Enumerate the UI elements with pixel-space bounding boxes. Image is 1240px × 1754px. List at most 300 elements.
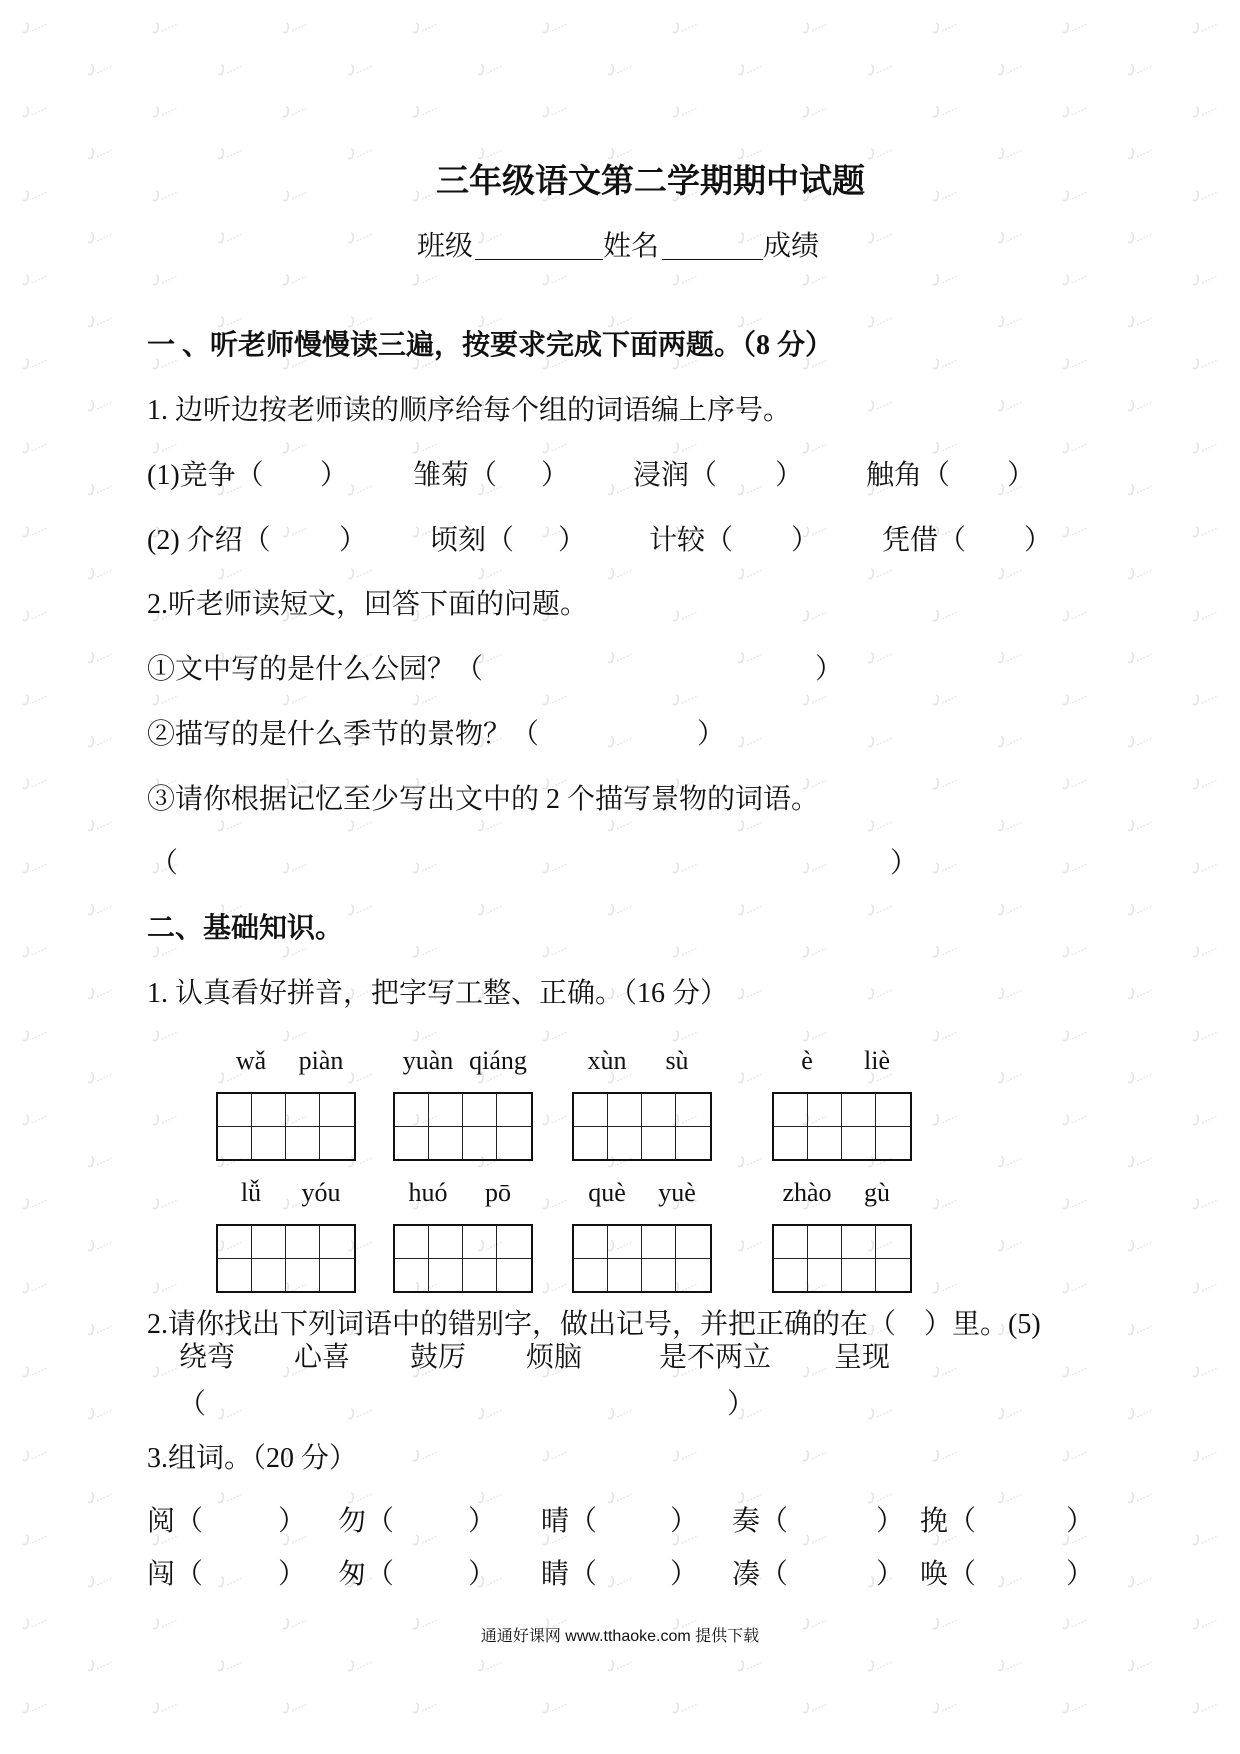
grid-cell xyxy=(876,1094,910,1127)
watermark-logo xyxy=(995,1658,1025,1674)
watermark-logo xyxy=(735,818,765,834)
grid-cell xyxy=(497,1226,531,1259)
pinyin-row xyxy=(572,1043,712,1079)
watermark-logo xyxy=(475,62,505,78)
watermark-logo xyxy=(735,1658,765,1674)
watermark-logo xyxy=(410,1028,440,1044)
watermark-logo xyxy=(1125,818,1155,834)
grid-cell xyxy=(642,1094,676,1127)
grid-cell xyxy=(429,1094,463,1127)
word-group-close: ） xyxy=(670,1559,699,1590)
word-group-close: ） xyxy=(1066,1559,1095,1590)
watermark-logo xyxy=(1190,1196,1220,1212)
word-group-item: 勿（ xyxy=(338,1506,395,1537)
grid-cell xyxy=(395,1127,429,1160)
watermark-logo xyxy=(865,566,895,582)
watermark-logo xyxy=(995,818,1025,834)
class-blank xyxy=(475,229,603,260)
word-group-item: 挽（ xyxy=(920,1506,977,1537)
exam-title: 三年级语文第二学期期中试题 xyxy=(436,164,865,200)
writing-grid xyxy=(772,1224,912,1293)
watermark-logo xyxy=(150,440,180,456)
pinyin-row xyxy=(572,1175,712,1211)
grid-cell xyxy=(774,1094,808,1127)
watermark-logo xyxy=(215,566,245,582)
watermark-logo xyxy=(670,272,700,288)
watermark-logo xyxy=(280,272,310,288)
grid-cell xyxy=(876,1127,910,1160)
watermark-logo xyxy=(1190,20,1220,36)
watermark-logo xyxy=(930,104,960,120)
grid-cell xyxy=(497,1259,531,1292)
watermark-logo xyxy=(1060,272,1090,288)
s1-q1-prompt: 1. 边听边按老师读的顺序给每个组的词语编上序号。 xyxy=(147,395,792,426)
word-group-item: 奏（ xyxy=(732,1506,789,1537)
grid-cell xyxy=(842,1094,876,1127)
s1-q1-row1 xyxy=(0,458,1240,494)
watermark-logo xyxy=(670,440,700,456)
grid-cell xyxy=(463,1094,497,1127)
grid-cell xyxy=(608,1127,642,1160)
watermark-logo xyxy=(20,440,50,456)
grid-cell xyxy=(320,1127,354,1160)
grid-cell xyxy=(252,1226,286,1259)
pinyin-row xyxy=(772,1175,912,1211)
order-item: 浸润（ xyxy=(633,460,718,491)
watermark-logo xyxy=(800,692,830,708)
answer-close-paren: ） xyxy=(727,1389,756,1420)
order-item-close: ） xyxy=(320,460,349,491)
grid-cell xyxy=(218,1259,252,1292)
watermark-logo xyxy=(865,818,895,834)
grid-cell xyxy=(642,1259,676,1292)
grid-cell xyxy=(842,1259,876,1292)
watermark-logo xyxy=(1190,692,1220,708)
watermark-logo xyxy=(540,692,570,708)
pinyin-syllable: huó xyxy=(408,1178,448,1207)
watermark-logo xyxy=(345,566,375,582)
s1-q2-sub1: ①文中写的是什么公园？（ xyxy=(147,654,484,685)
grid-cell xyxy=(808,1094,842,1127)
grid-cell xyxy=(252,1259,286,1292)
s1-q2-sub2-close: ） xyxy=(697,719,726,750)
pinyin-syllable: piàn xyxy=(298,1046,344,1075)
pinyin-syllable: yuè xyxy=(658,1178,696,1207)
watermark-logo xyxy=(605,62,635,78)
watermark-logo xyxy=(20,692,50,708)
grid-cell xyxy=(574,1127,608,1160)
typo-word: 是不两立 xyxy=(659,1342,772,1373)
watermark-logo xyxy=(540,272,570,288)
pinyin-row xyxy=(216,1175,356,1211)
grid-cell xyxy=(608,1226,642,1259)
grid-cell xyxy=(320,1226,354,1259)
watermark-logo xyxy=(20,1028,50,1044)
order-item: 触角（ xyxy=(866,460,951,491)
watermark-logo xyxy=(20,1700,50,1716)
watermark-logo xyxy=(800,20,830,36)
watermark-logo xyxy=(1060,1196,1090,1212)
watermark-logo xyxy=(930,1028,960,1044)
s2-q2-prompt: 2.请你找出下列词语中的错别字，做出记号，并把正确的在（ ）里。(5) xyxy=(147,1309,1041,1340)
pinyin-group xyxy=(772,1175,912,1293)
grid-cell xyxy=(676,1226,710,1259)
watermark-logo xyxy=(930,1112,960,1128)
watermark-logo xyxy=(410,104,440,120)
pinyin-syllable: sù xyxy=(665,1046,689,1075)
watermark-logo xyxy=(280,440,310,456)
pinyin-syllable: zhào xyxy=(782,1178,832,1207)
grid-cell xyxy=(574,1259,608,1292)
s1-q2-sub1-close: ） xyxy=(815,654,844,685)
pinyin-syllable: què xyxy=(588,1178,626,1207)
grid-cell xyxy=(252,1094,286,1127)
watermark-logo xyxy=(215,1658,245,1674)
order-item-close: ） xyxy=(558,525,587,556)
watermark-logo xyxy=(670,104,700,120)
watermark-logo xyxy=(930,20,960,36)
s1-q1-row2 xyxy=(0,523,1240,559)
watermark-logo xyxy=(20,1112,50,1128)
watermark-logo xyxy=(85,566,115,582)
grid-cell xyxy=(876,1226,910,1259)
watermark-logo xyxy=(85,1070,115,1086)
watermark-logo xyxy=(150,1280,180,1296)
watermark-logo xyxy=(215,818,245,834)
word-group-close: ） xyxy=(670,1506,699,1537)
watermark-logo xyxy=(1060,692,1090,708)
grid-cell xyxy=(608,1259,642,1292)
watermark-logo xyxy=(865,62,895,78)
watermark-logo xyxy=(1125,1154,1155,1170)
watermark-logo xyxy=(670,1028,700,1044)
watermark-logo xyxy=(670,692,700,708)
watermark-logo xyxy=(995,62,1025,78)
typo-word: 呈现 xyxy=(834,1342,891,1373)
watermark-logo xyxy=(150,1112,180,1128)
watermark-logo xyxy=(1125,62,1155,78)
order-item-close: ） xyxy=(1007,460,1036,491)
s2-q2-words-line xyxy=(0,1340,1240,1376)
grid-cell xyxy=(463,1226,497,1259)
grid-cell xyxy=(286,1094,320,1127)
watermark-logo xyxy=(800,1700,830,1716)
pinyin-group xyxy=(216,1175,356,1293)
watermark-logo xyxy=(410,692,440,708)
pinyin-group xyxy=(772,1043,912,1161)
pinyin-syllable: yóu xyxy=(301,1178,341,1207)
pinyin-group xyxy=(393,1175,533,1293)
grid-cell xyxy=(642,1226,676,1259)
watermark-logo xyxy=(605,1658,635,1674)
typo-word: 烦脑 xyxy=(526,1342,583,1373)
watermark-logo xyxy=(1190,440,1220,456)
watermark-logo xyxy=(150,104,180,120)
watermark-logo xyxy=(85,1658,115,1674)
grid-cell xyxy=(218,1226,252,1259)
s2-q2-line xyxy=(0,1307,1240,1343)
order-item-close: ） xyxy=(775,460,804,491)
grid-cell xyxy=(463,1259,497,1292)
watermark-logo xyxy=(735,62,765,78)
watermark-logo xyxy=(800,272,830,288)
watermark-logo xyxy=(150,272,180,288)
watermark-logo xyxy=(1060,1028,1090,1044)
watermark-logo xyxy=(605,566,635,582)
order-item-close: ） xyxy=(339,525,368,556)
word-group-close: ） xyxy=(468,1559,497,1590)
watermark-logo xyxy=(345,818,375,834)
watermark-logo xyxy=(85,1154,115,1170)
s1-q2-prompt: 2.听老师读短文，回答下面的问题。 xyxy=(147,589,589,620)
watermark-logo xyxy=(1060,1700,1090,1716)
grid-cell xyxy=(676,1259,710,1292)
watermark-logo xyxy=(280,20,310,36)
pinyin-syllable: è xyxy=(801,1046,813,1075)
watermark-logo xyxy=(85,62,115,78)
pinyin-group xyxy=(393,1043,533,1161)
word-group-close: ） xyxy=(1066,1506,1095,1537)
writing-grid xyxy=(572,1224,712,1293)
pinyin-syllable: yuàn xyxy=(402,1046,454,1075)
typo-word: 鼓厉 xyxy=(410,1342,467,1373)
watermark-logo xyxy=(20,20,50,36)
section1-heading-line xyxy=(0,328,1240,364)
word-group-close: ） xyxy=(278,1559,307,1590)
s1-q2-line xyxy=(0,587,1240,623)
watermark-logo xyxy=(475,566,505,582)
pinyin-syllable: liè xyxy=(864,1046,890,1075)
grid-cell xyxy=(320,1259,354,1292)
watermark-logo xyxy=(1125,566,1155,582)
word-group-close: ） xyxy=(876,1559,905,1590)
pinyin-group xyxy=(572,1043,712,1161)
watermark-logo xyxy=(280,1028,310,1044)
name-blank xyxy=(662,229,763,260)
watermark-logo xyxy=(540,20,570,36)
word-group-close: ） xyxy=(468,1506,497,1537)
watermark-logo xyxy=(605,818,635,834)
pinyin-syllable: pō xyxy=(485,1178,511,1207)
answer-open-paren: （ xyxy=(178,1389,207,1420)
s1-q2-sub1-line xyxy=(0,652,1240,688)
watermark-logo xyxy=(995,1070,1025,1086)
watermark-logo xyxy=(150,1028,180,1044)
pinyin-syllable: lǚ xyxy=(240,1178,262,1207)
grid-cell xyxy=(842,1226,876,1259)
watermark-logo xyxy=(150,1196,180,1212)
writing-grid xyxy=(393,1092,533,1161)
watermark-logo xyxy=(1190,1280,1220,1296)
word-group-item: 睛（ xyxy=(541,1559,598,1590)
grid-cell xyxy=(808,1259,842,1292)
watermark-logo xyxy=(1125,1070,1155,1086)
watermark-logo xyxy=(280,1700,310,1716)
watermark-logo xyxy=(800,1028,830,1044)
s2-q1-prompt: 1. 认真看好拼音，把字写工整、正确。（16 分） xyxy=(147,978,729,1009)
pinyin-syllable: gù xyxy=(864,1178,890,1207)
answer-open-paren: （ xyxy=(150,848,179,879)
word-group-item: 闯（ xyxy=(147,1559,204,1590)
watermark-logo xyxy=(475,818,505,834)
grid-cell xyxy=(876,1259,910,1292)
watermark-logo xyxy=(670,1700,700,1716)
s1-q2-sub2-line xyxy=(0,717,1240,753)
grid-cell xyxy=(286,1259,320,1292)
watermark-logo xyxy=(1060,20,1090,36)
watermark-logo xyxy=(1060,104,1090,120)
pinyin-row xyxy=(393,1043,533,1079)
section2-heading-line xyxy=(0,911,1240,947)
class-label: 班级 xyxy=(417,231,474,262)
grid-cell xyxy=(497,1094,531,1127)
order-item-close: ） xyxy=(541,460,570,491)
footer-credit: 通通好课网 www.tthaoke.com 提供下载 xyxy=(480,1628,760,1645)
watermark-logo xyxy=(280,692,310,708)
watermark-logo xyxy=(540,1700,570,1716)
watermark-logo xyxy=(800,104,830,120)
word-group-close: ） xyxy=(278,1506,307,1537)
watermark-logo xyxy=(20,104,50,120)
watermark-logo xyxy=(150,692,180,708)
writing-grid xyxy=(772,1092,912,1161)
writing-grid xyxy=(393,1224,533,1293)
s1-q2-sub3-line xyxy=(0,782,1240,818)
pinyin-syllable: wǎ xyxy=(235,1046,267,1075)
watermark-logo xyxy=(85,818,115,834)
watermark-logo xyxy=(930,272,960,288)
watermark-logo xyxy=(20,1196,50,1212)
watermark-logo xyxy=(540,1280,570,1296)
grid-cell xyxy=(395,1259,429,1292)
watermark-logo xyxy=(20,272,50,288)
watermark-logo xyxy=(150,20,180,36)
watermark-logo xyxy=(1060,1280,1090,1296)
grid-cell xyxy=(429,1259,463,1292)
watermark-logo xyxy=(215,62,245,78)
watermark-logo xyxy=(20,1280,50,1296)
grid-cell xyxy=(286,1226,320,1259)
grid-cell xyxy=(574,1226,608,1259)
score-label: 成绩 xyxy=(763,231,820,262)
watermark-logo xyxy=(540,1196,570,1212)
writing-grid xyxy=(572,1092,712,1161)
pinyin-row xyxy=(216,1043,356,1079)
order-item: 雏菊（ xyxy=(413,460,498,491)
exam-title-line xyxy=(0,160,1240,204)
typo-word: 心喜 xyxy=(294,1342,351,1373)
word-group-item: 凑（ xyxy=(732,1559,789,1590)
grid-cell xyxy=(395,1226,429,1259)
typo-word: 绕弯 xyxy=(179,1342,236,1373)
order-item: 凭借（ xyxy=(882,525,967,556)
watermark-logo xyxy=(800,440,830,456)
grid-cell xyxy=(676,1094,710,1127)
s1-q2-answer-line xyxy=(0,846,1240,882)
watermark-logo xyxy=(85,1238,115,1254)
pinyin-syllable: qiáng xyxy=(469,1046,527,1075)
watermark-logo xyxy=(280,104,310,120)
order-item-close: ） xyxy=(791,525,820,556)
grid-cell xyxy=(774,1259,808,1292)
grid-cell xyxy=(808,1226,842,1259)
watermark-logo xyxy=(1190,1028,1220,1044)
watermark-logo xyxy=(1190,272,1220,288)
watermark-logo xyxy=(540,1112,570,1128)
pinyin-row xyxy=(393,1175,533,1211)
s2-q3-row2 xyxy=(0,1557,1240,1593)
answer-close-paren: ） xyxy=(890,848,919,879)
word-group-item: 阅（ xyxy=(147,1506,204,1537)
order-item: (1)竞争（ xyxy=(147,460,264,491)
watermark-logo xyxy=(735,1070,765,1086)
s2-q2-answer-line xyxy=(0,1387,1240,1423)
watermark-logo xyxy=(930,1196,960,1212)
order-item: 顷刻（ xyxy=(430,525,515,556)
grid-cell xyxy=(842,1127,876,1160)
grid-cell xyxy=(286,1127,320,1160)
watermark-logo xyxy=(410,20,440,36)
pinyin-group xyxy=(572,1175,712,1293)
watermark-logo xyxy=(735,566,765,582)
grid-cell xyxy=(497,1127,531,1160)
writing-grid xyxy=(216,1224,356,1293)
grid-cell xyxy=(429,1226,463,1259)
grid-cell xyxy=(218,1094,252,1127)
watermark-logo xyxy=(410,272,440,288)
watermark-logo xyxy=(995,1154,1025,1170)
s1-q2-sub2: ②描写的是什么季节的景物？（ xyxy=(147,719,540,750)
watermark-logo xyxy=(735,1154,765,1170)
watermark-logo xyxy=(1190,1112,1220,1128)
grid-cell xyxy=(574,1094,608,1127)
watermark-logo xyxy=(540,440,570,456)
grid-cell xyxy=(252,1127,286,1160)
s2-q3-row1 xyxy=(0,1504,1240,1540)
student-info-line xyxy=(0,229,1240,265)
watermark-logo xyxy=(930,692,960,708)
word-group-item: 匆（ xyxy=(338,1559,395,1590)
watermark-logo xyxy=(540,104,570,120)
s2-q3-line xyxy=(0,1441,1240,1477)
watermark-logo xyxy=(345,62,375,78)
grid-cell xyxy=(218,1127,252,1160)
grid-cell xyxy=(320,1094,354,1127)
watermark-logo xyxy=(995,1238,1025,1254)
section2-heading: 二、基础知识。 xyxy=(147,913,344,944)
watermark-logo xyxy=(150,1700,180,1716)
grid-cell xyxy=(774,1226,808,1259)
grid-cell xyxy=(395,1094,429,1127)
section1-heading: 一 、听老师慢慢读三遍，按要求完成下面两题。（8 分） xyxy=(147,330,834,361)
watermark-logo xyxy=(410,440,440,456)
name-label: 姓名 xyxy=(603,231,660,262)
watermark-logo xyxy=(865,1658,895,1674)
watermark-logo xyxy=(540,1028,570,1044)
word-group-close: ） xyxy=(876,1506,905,1537)
writing-grid xyxy=(216,1092,356,1161)
word-group-item: 唤（ xyxy=(920,1559,977,1590)
watermark-logo xyxy=(475,1658,505,1674)
grid-cell xyxy=(463,1127,497,1160)
watermark-logo xyxy=(410,1700,440,1716)
watermark-logo xyxy=(735,1238,765,1254)
watermark-logo xyxy=(670,20,700,36)
order-item: 计较（ xyxy=(649,525,734,556)
watermark-logo xyxy=(930,1280,960,1296)
watermark-logo xyxy=(1190,1700,1220,1716)
grid-cell xyxy=(429,1127,463,1160)
